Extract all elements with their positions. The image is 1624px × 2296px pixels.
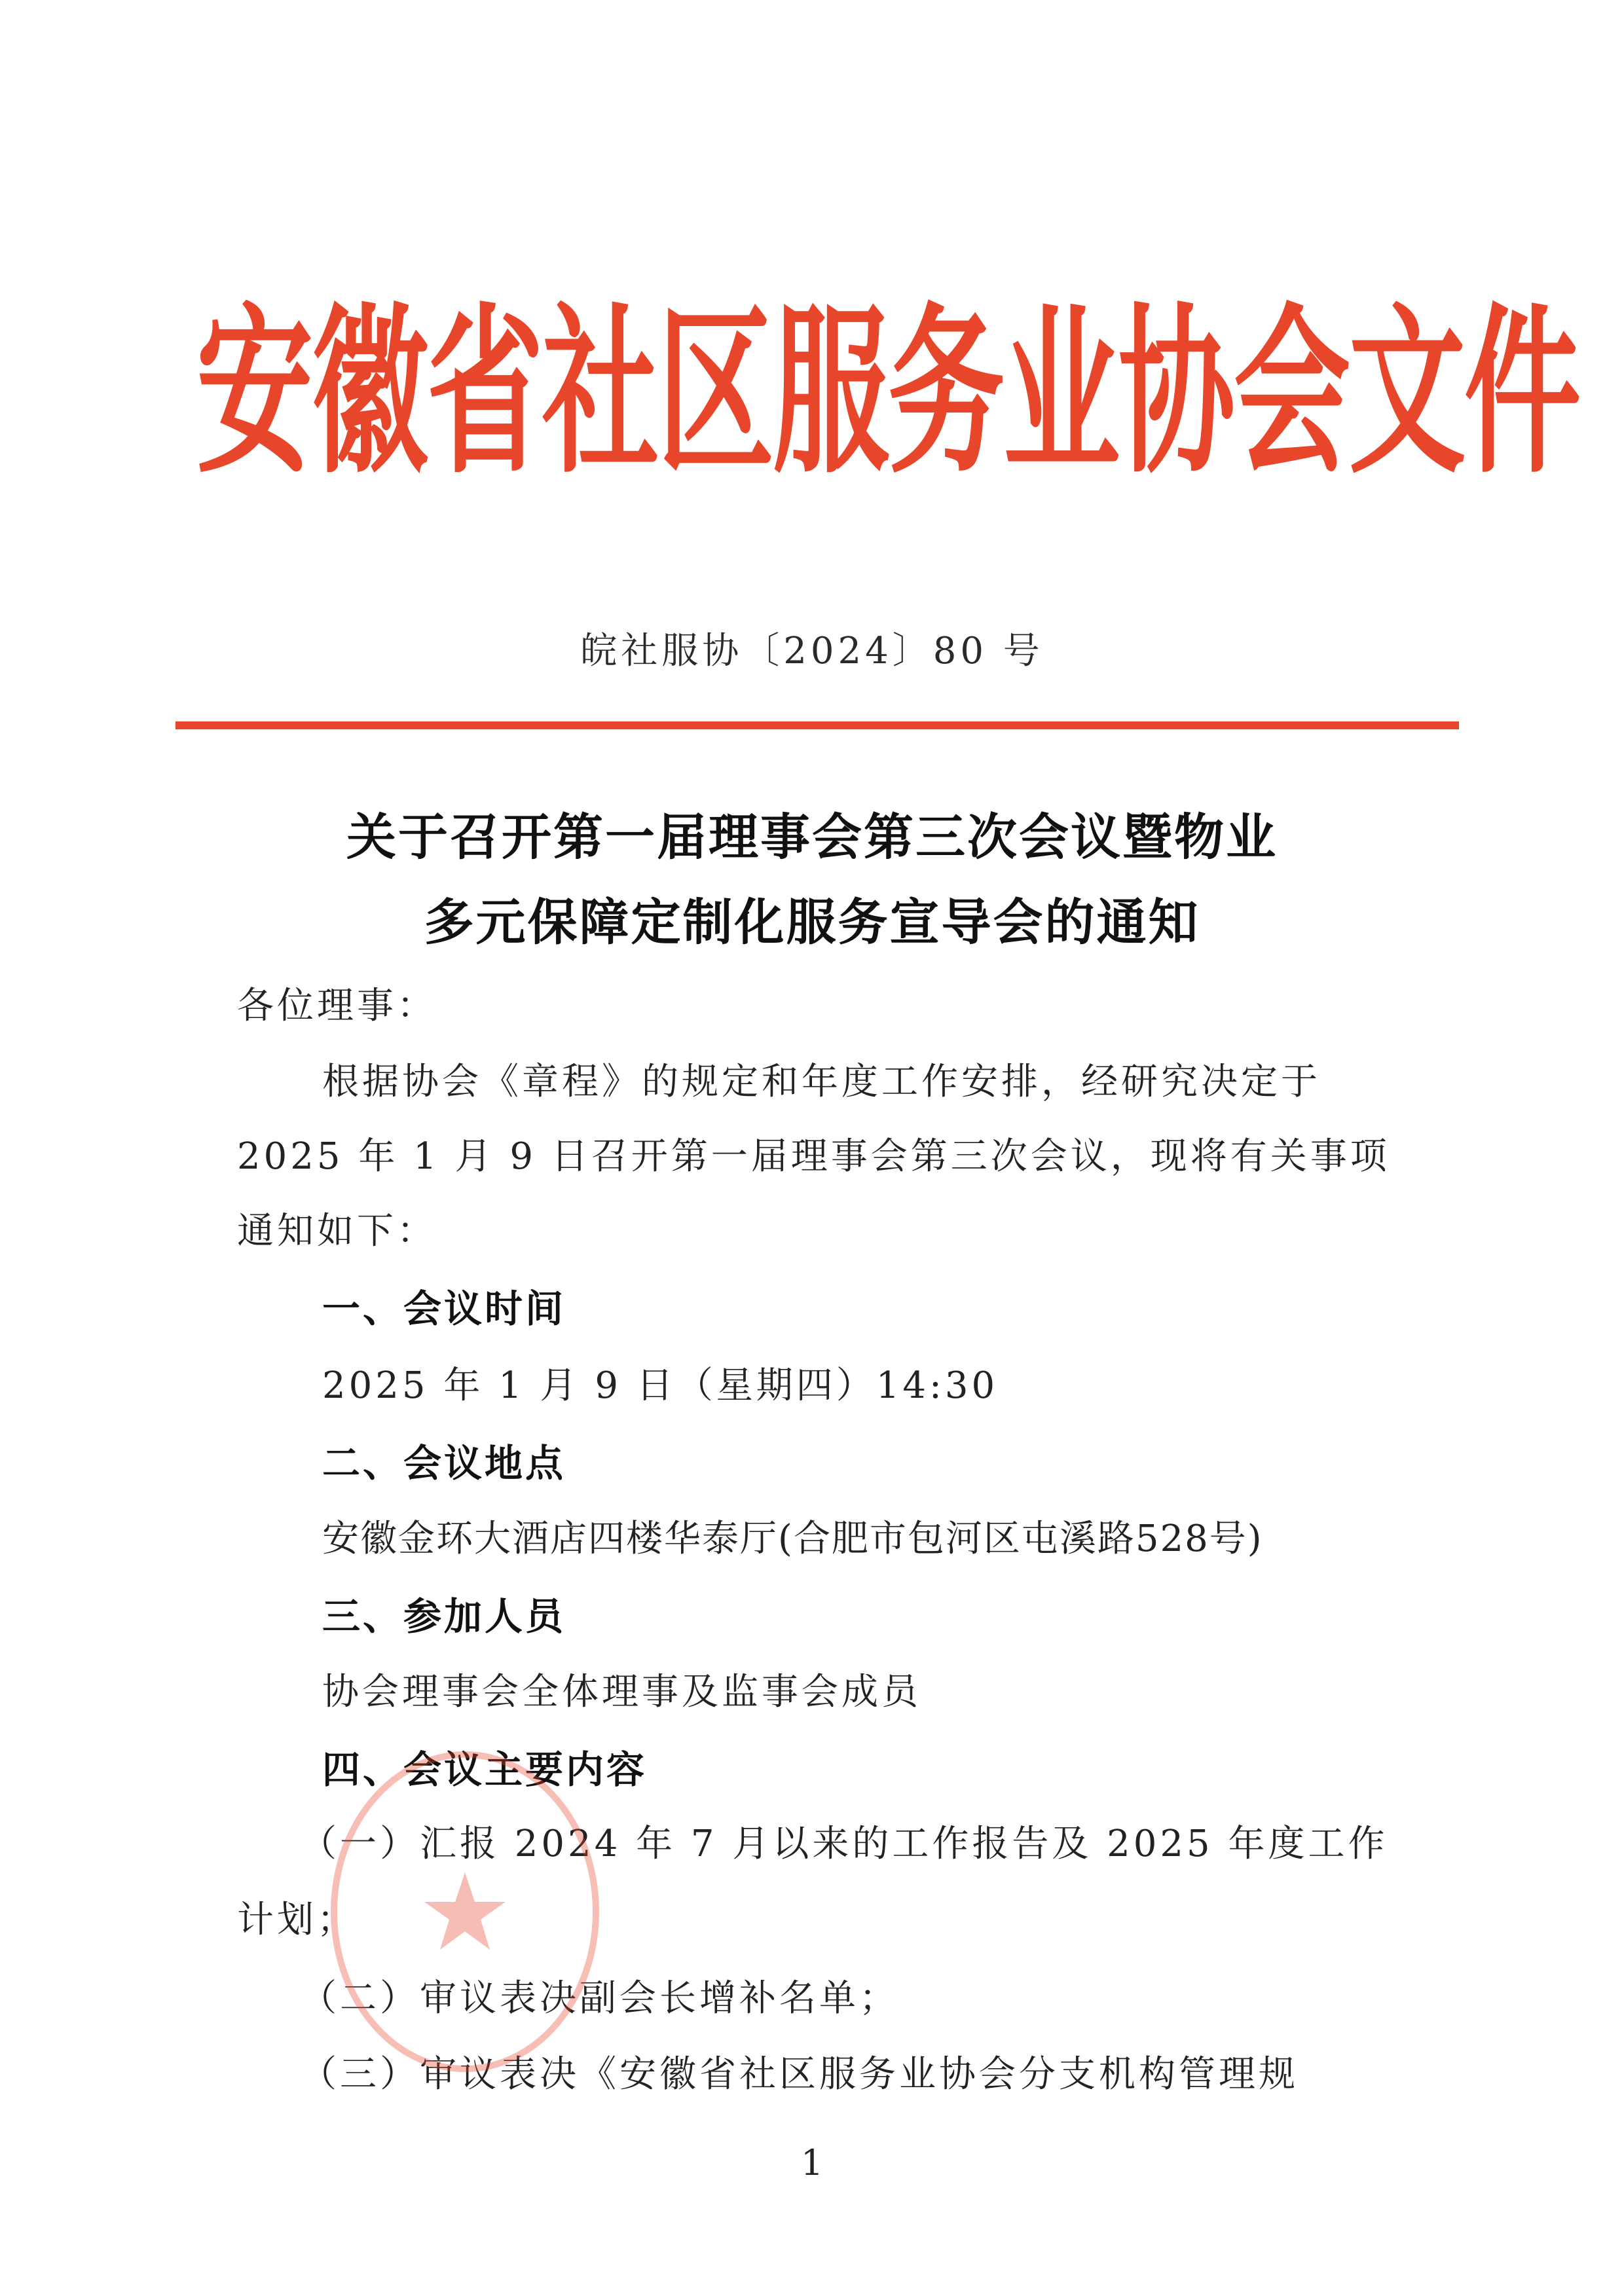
intro-line: 根据协会《章程》的规定和年度工作安排，经研究决定于 [322, 1061, 1321, 1103]
section-heading-place: 二、会议地点 [322, 1441, 566, 1485]
attendees: 协会理事会全体理事及监事会成员 [322, 1671, 921, 1713]
content-item: （一）汇报 2024 年 7 月以来的工作报告及 2025 年度工作 [300, 1823, 1388, 1865]
intro-line: 2025 年 1 月 9 日召开第一届理事会第三次会议，现将有关事项 [237, 1135, 1390, 1178]
section-heading-attendees: 三、参加人员 [322, 1594, 566, 1639]
section-heading-time: 一、会议时间 [322, 1286, 566, 1331]
content-item: （二）审议表决副会长增补名单； [300, 1977, 899, 2020]
meeting-time: 2025 年 1 月 9 日（星期四）14:30 [322, 1364, 999, 1407]
notice-title-line2: 多元保障定制化服务宣导会的通知 [424, 893, 1200, 951]
section-heading-content: 四、会议主要内容 [322, 1747, 648, 1792]
content-item: （三）审议表决《安徽省社区服务业协会分支机构管理规 [300, 2053, 1299, 2096]
meeting-place: 安徽金环大酒店四楼华泰厅(合肥市包河区屯溪路528号) [322, 1518, 1263, 1560]
document-number: 皖社服协〔2024〕80 号 [580, 630, 1044, 672]
official-seal-icon [314, 1741, 589, 2082]
masthead-title: 安徽省社区服务业协会文件 [196, 287, 1579, 498]
salutation: 各位理事： [237, 985, 437, 1027]
red-divider [175, 721, 1459, 729]
intro-line: 通知如下： [237, 1210, 437, 1252]
page-number: 1 [800, 2142, 824, 2183]
notice-title-line1: 关于召开第一届理事会第三次会议暨物业 [346, 808, 1278, 866]
content-item: 计划； [237, 1899, 357, 1941]
